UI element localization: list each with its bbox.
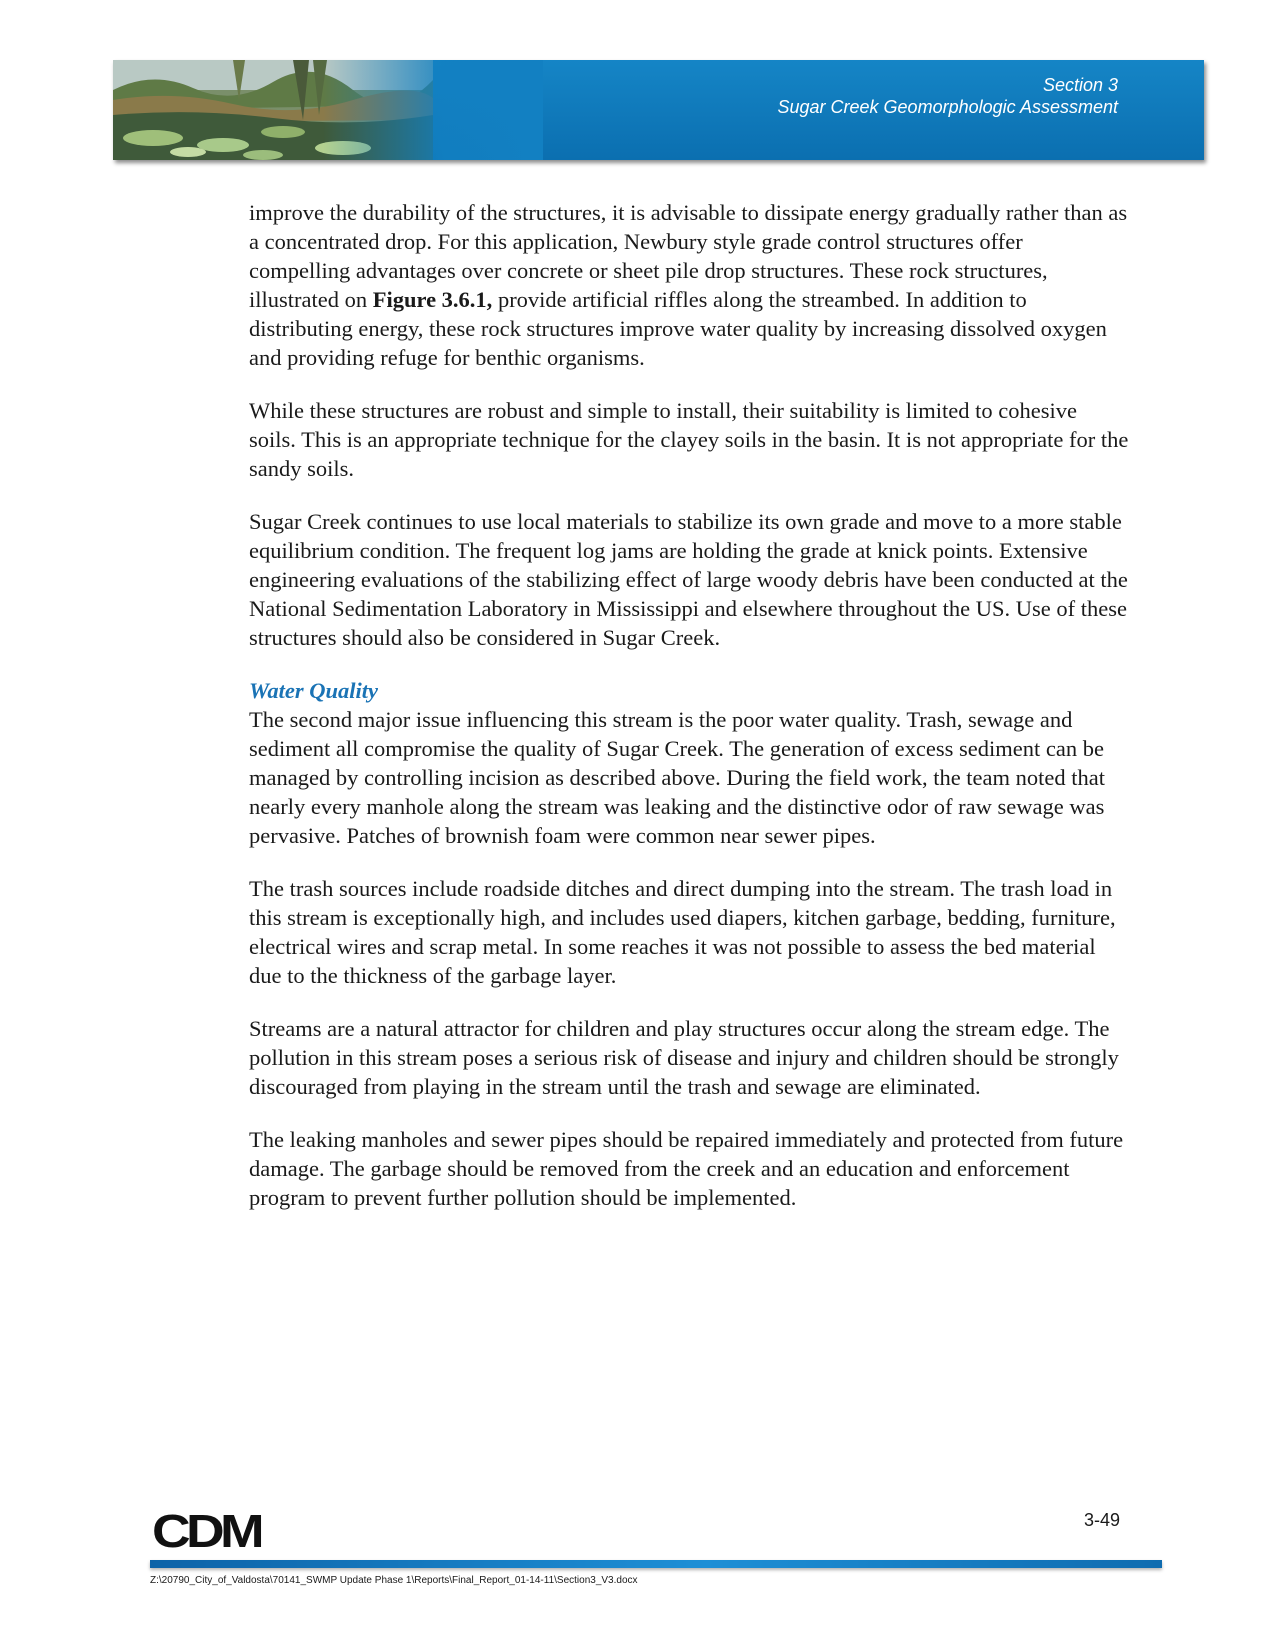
section-label: Section 3 [1042,75,1118,95]
figure-reference: Figure 3.6.1, [372,287,493,312]
paragraph: The trash sources include roadside ditches and direct dumping into the stream. The trash load in this stream is exceptionally high, and includes used diapers, kitchen garbage, bedding, furniture, electrical wires and scrap metal. In some reaches it was not possible to assess the bed material due to the thickness of the garbage layer. [249,876,1116,988]
header-title-block [778,74,1119,118]
paragraph: The leaking manholes and sewer pipes should be repaired immediately and protected from future damage. The garbage should be removed from the creek and an education and enforcement program to prevent further pollution should be implemented. [249,1127,1124,1210]
section-title: Sugar Creek Geomorphologic Assessment [777,97,1118,117]
section-heading: Water Quality [249,678,378,703]
file-path: Z:\20790_City_of_Valdosta\70141_SWMP Update Phase 1\Reports\Final_Report_01-14-11\Section3_V3.docx [150,1575,638,1586]
svg-text:CDM: CDM [152,1509,262,1553]
paragraph: Streams are a natural attractor for children and play structures occur along the stream edge. The pollution in this stream poses a serious risk of disease and injury and children should be strongly discouraged from playing in the stream until the trash and sewage are eliminated. [249,1016,1119,1099]
paragraph: While these structures are robust and simple to install, their suitability is limited to cohesive soils. This is an appropriate technique for the clayey soils in the basin. It is not appropriate for the sandy soils. [249,398,1129,481]
footer-bar [150,1560,1162,1568]
paragraph: Sugar Creek continues to use local materials to stabilize its own grade and move to a more stable equilibrium condition. The frequent log jams are holding the grade at knick points. Extensive engineering evaluations of the stabilizing effect of large woody debris have been conducted at the National Sedimentation Laboratory in Mississippi and elsewhere throughout the US. Use of these structures should also be considered in Sugar Creek. [249,509,1128,650]
cdm-logo [150,1509,265,1553]
document-body [249,198,1129,1212]
paragraph: improve the durability of the structures, it is advisable to dissipate energy gradually rather than as a concentrated drop. For this application, Newbury style grade control structures offer compelling advantages over concrete or sheet pile drop structures. These rock structures, illustrated on Figure 3.6.1, provide artificial riffles along the streambed. In addition to distributing energy, these rock structures improve water quality by increasing dissolved oxygen and providing refuge for benthic organisms. [249,200,1128,370]
page-number: 3-49 [1083,1510,1120,1530]
header-banner [113,60,1204,160]
paragraph: The second major issue influencing this stream is the poor water quality. Trash, sewage and sediment all compromise the quality of Sugar Creek. The generation of excess sediment can be managed by controlling incision as described above. During the field work, the team noted that nearly every manhole along the stream was leaking and the distinctive odor of raw sewage was pervasive. Patches of brownish foam were common near sewer pipes. [249,707,1106,848]
